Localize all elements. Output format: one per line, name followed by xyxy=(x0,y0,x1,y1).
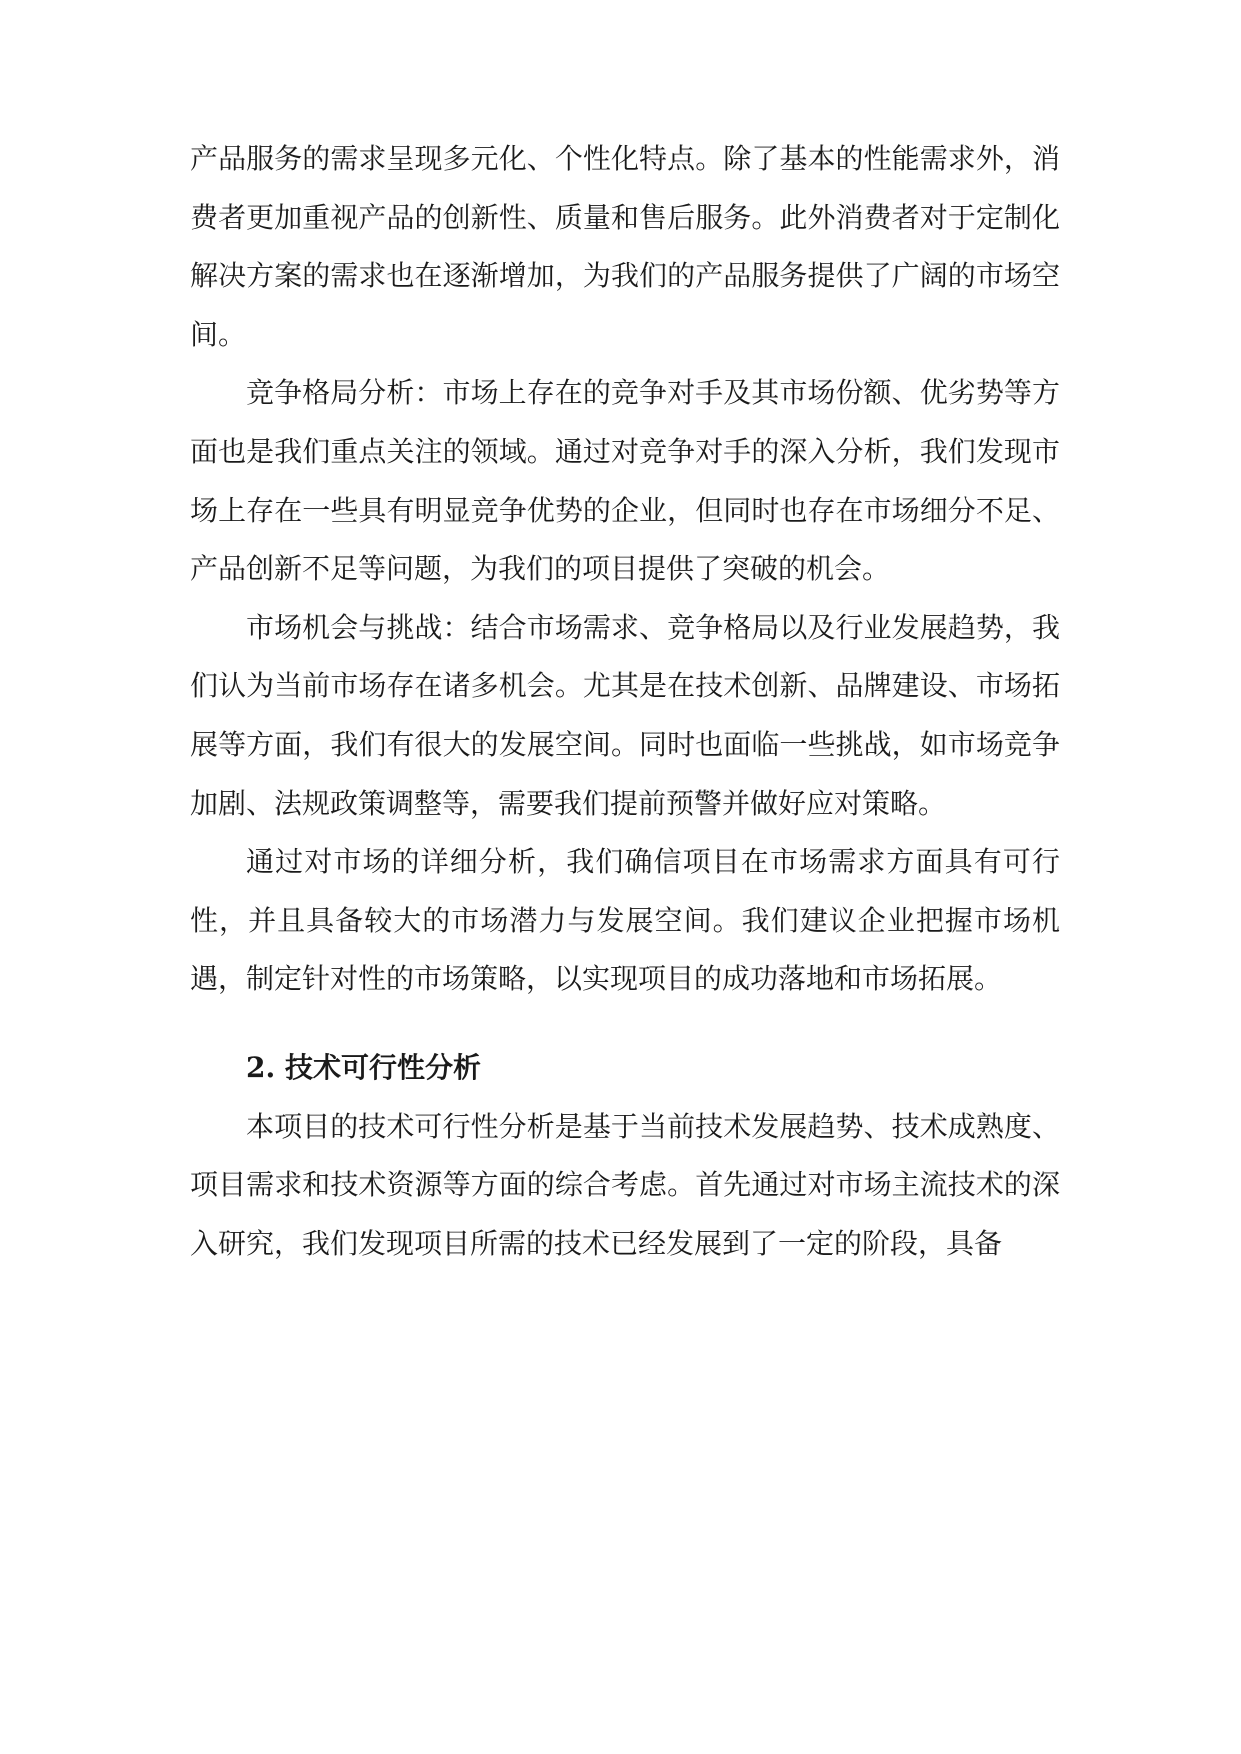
paragraph-demand-continued: 产品服务的需求呈现多元化、个性化特点。除了基本的性能需求外，消费者更加重视产品的创新性、质量和售后服务。此外消费者对于定制化解决方案的需求也在逐渐增加，为我们的产品服务提供了广阔的市场空间。 xyxy=(190,142,1060,351)
document-body xyxy=(190,130,1060,1273)
section-spacer xyxy=(190,1009,1060,1039)
section-heading-technical-feasibility: 2. 技术可行性分析 xyxy=(246,1050,481,1084)
paragraph-competition-analysis: 竞争格局分析：市场上存在的竞争对手及其市场份额、优劣势等方面也是我们重点关注的领域。通过对竞争对手的深入分析，我们发现市场上存在一些具有明显竞争优势的企业，但同时也存在市场细分不足、产品创新不足等问题，为我们的项目提供了突破的机会。 xyxy=(190,376,1060,586)
paragraph-technical-feasibility-intro: 本项目的技术可行性分析是基于当前技术发展趋势、技术成熟度、项目需求和技术资源等方面的综合考虑。首先通过对市场主流技术的深入研究，我们发现项目所需的技术已经发展到了一定的阶段，具备 xyxy=(190,1109,1060,1260)
paragraph-market-conclusion: 通过对市场的详细分析，我们确信项目在市场需求方面具有可行性，并且具备较大的市场潜力与发展空间。我们建议企业把握市场机遇，制定针对性的市场策略，以实现项目的成功落地和市场拓展。 xyxy=(190,845,1060,996)
paragraph-opportunities-challenges: 市场机会与挑战：结合市场需求、竞争格局以及行业发展趋势，我们认为当前市场存在诸多机会。尤其是在技术创新、品牌建设、市场拓展等方面，我们有很大的发展空间。同时也面临一些挑战，如市场竞争加剧、法规政策调整等，需要我们提前预警并做好应对策略。 xyxy=(190,610,1060,820)
